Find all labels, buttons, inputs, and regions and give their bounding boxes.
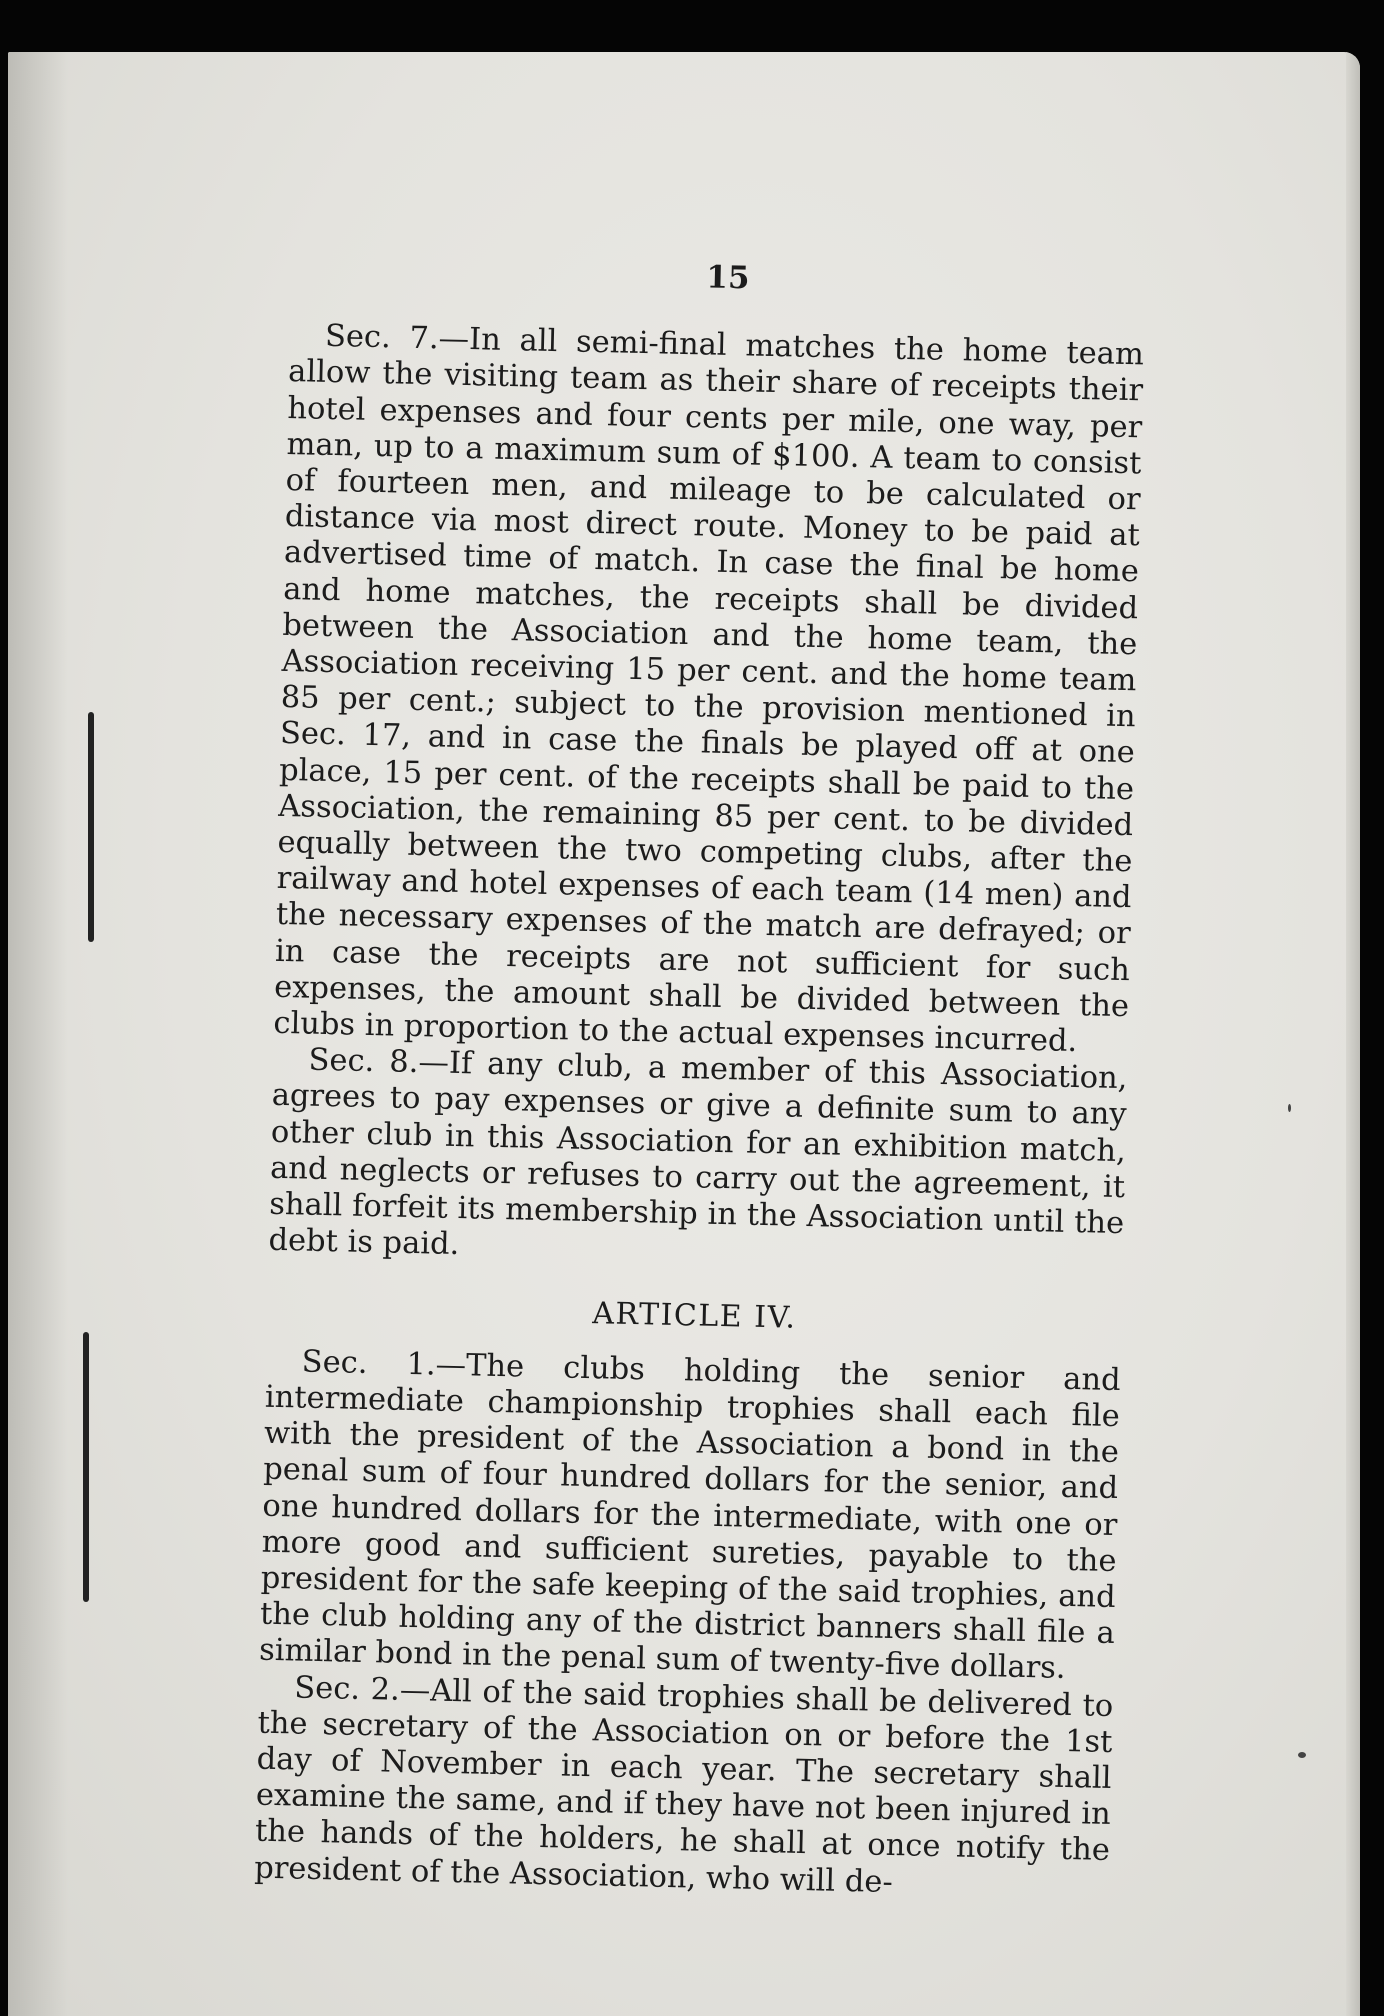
section-8-paragraph: Sec. 8.—If any club, a member of this Association, agrees to pay expenses or give a definite sum to any other club in this Association for an exhibition match, and neglects or refuses to carry out the agreement, it shall forfeit its membership in the Association until the debt is paid. xyxy=(268,1042,1128,1263)
page-edge xyxy=(1346,52,1360,2016)
gutter-shadow xyxy=(8,52,68,2016)
page-number: 15 xyxy=(705,259,750,297)
section-7-paragraph: Sec. 7.—In all semi-final matches the home team allow the visiting team as their share of receipts their hotel expenses and four cents per mile, one way, per man, up to a maximum sum of $100. A team to consist of fourteen men, and mileage to be calculated or distance via most direct route. Money to be paid at advertised time of match. In case the final be home and home matches, the receipts shall be divided between the Association and the home team, the Association receiving 15 per cent. and the home team 85 per cent.; subject to the provision mentioned in Sec. 17, and in case the finals be played off at one place, 15 per cent. of the receipts shall be paid to the Association, the remaining 85 per cent. to be divided equally between the two competing clubs, after the railway and hotel expenses of each team (14 men) and the necessary expenses of the match are defrayed; or in case the receipts are not sufficient for such expenses, the amount shall be divided between the clubs in proportion to the actual expenses incurred. xyxy=(273,319,1145,1060)
document-text xyxy=(254,250,1146,1906)
article-4-section-1-paragraph: Sec. 1.—The clubs holding the senior and intermediate championship trophies shall each file with the president of the Association a bond in the penal sum of four hundred dollars for the senior, and one hundred dollars for the intermediate, with one or more good and sufficient sureties, payable to the president for the safe keeping of the said trophies, and the club holding any of the district banners shall file a similar bond in the penal sum of twenty-five dollars. xyxy=(258,1344,1121,1687)
article-4-section-2-paragraph: Sec. 2.—All of the said trophies shall be delivered to the secretary of the Association on or before the 1st day of November in each year. The secretary shall examine the same, and if they have not been injured in the hands of the holders, he shall at once notify the president of the Association, who will de- xyxy=(253,1669,1114,1900)
dust-speck xyxy=(1298,1752,1306,1758)
dust-speck xyxy=(1288,1104,1291,1112)
article-heading: ARTICLE IV. xyxy=(591,1296,797,1337)
binding-thread xyxy=(83,1332,89,1602)
paper-page xyxy=(8,52,1360,2016)
binding-thread xyxy=(88,712,94,942)
